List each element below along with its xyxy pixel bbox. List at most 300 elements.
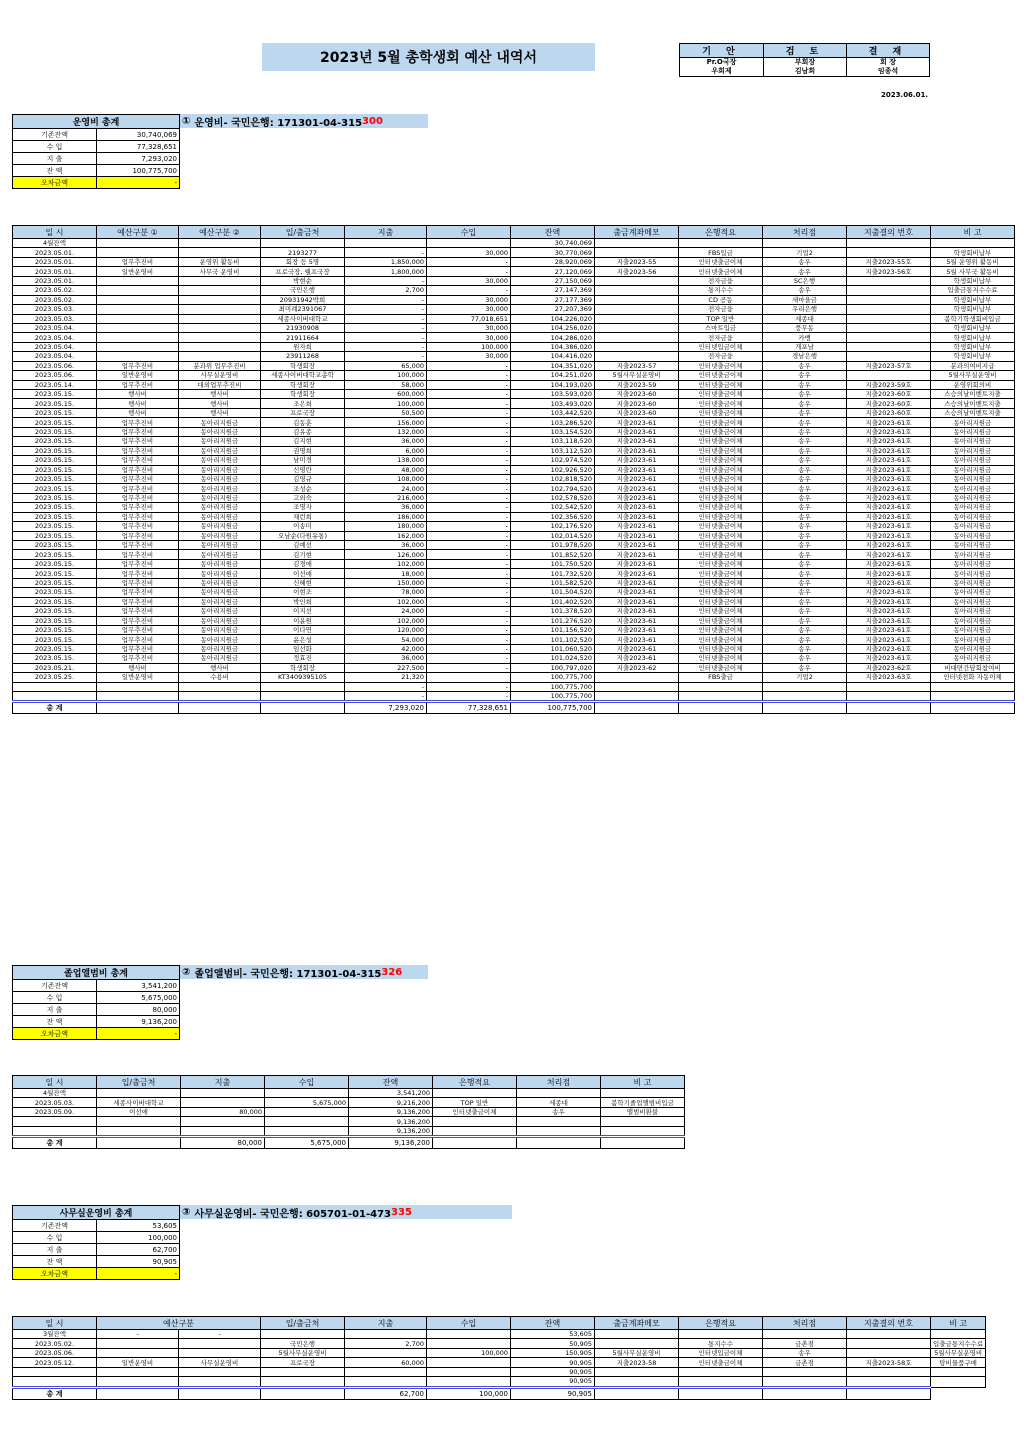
table-cell: 학생회장 bbox=[261, 380, 345, 389]
table-cell: 인터넷출금이체 bbox=[679, 408, 763, 417]
table-cell bbox=[97, 682, 179, 691]
table-cell: - bbox=[345, 352, 427, 361]
table-cell: 2023.05.06. bbox=[13, 361, 97, 370]
table-cell: 업무추진비 bbox=[97, 654, 179, 663]
table-row bbox=[13, 314, 1015, 323]
table-cell: 업무추진비 bbox=[97, 531, 179, 540]
table-cell bbox=[427, 1367, 511, 1376]
table-row bbox=[13, 380, 1015, 389]
album-section-title bbox=[180, 965, 428, 979]
table-cell: 1,850,000 bbox=[345, 257, 427, 266]
table-row bbox=[13, 390, 1015, 399]
table-cell bbox=[179, 1377, 261, 1387]
approval-person: 김남희 bbox=[764, 67, 847, 77]
table-cell: 2023.05.02. bbox=[13, 286, 97, 295]
summary-label: 잔 액 bbox=[13, 165, 97, 177]
table-cell bbox=[13, 1377, 97, 1387]
table-cell: 103,154,520 bbox=[511, 427, 595, 436]
table-cell: 임선화 bbox=[261, 644, 345, 653]
summary-label: 기존잔액 bbox=[13, 129, 97, 141]
table-cell: 186,000 bbox=[345, 512, 427, 521]
table-cell: 216,000 bbox=[345, 493, 427, 502]
table-cell: 동아리지원금 bbox=[931, 493, 1015, 502]
table-cell: 27,177,369 bbox=[511, 295, 595, 304]
table-cell: 송우 bbox=[763, 503, 847, 512]
table-cell: 지출2023-61 bbox=[595, 569, 679, 578]
table-cell: 행사비 bbox=[179, 663, 261, 672]
table-cell: 지출2023-60 bbox=[595, 408, 679, 417]
table-cell: 스승의날이벤트지출 bbox=[931, 408, 1015, 417]
table-cell: 30,000 bbox=[427, 333, 511, 342]
table-cell: 업무추진비 bbox=[97, 588, 179, 597]
table-cell bbox=[97, 333, 179, 342]
table-cell bbox=[261, 239, 345, 248]
table-cell: 채런희 bbox=[261, 512, 345, 521]
table-cell: 학생회비납부 bbox=[931, 333, 1015, 342]
summary-label: 수 입 bbox=[13, 992, 97, 1004]
table-cell: 동아리지원금 bbox=[931, 522, 1015, 531]
section-account-text: 운영비- 국민은행: 171301-04-315 bbox=[194, 117, 363, 129]
table-cell: 인터넷출금이체 bbox=[679, 465, 763, 474]
total-value: 77,328,651 bbox=[427, 702, 511, 714]
table-cell: 송우 bbox=[763, 663, 847, 672]
table-row bbox=[13, 522, 1015, 531]
table-cell: - bbox=[427, 446, 511, 455]
table-cell bbox=[179, 1367, 261, 1376]
ledger-table bbox=[12, 1075, 685, 1149]
table-cell: 지출2023-58호 bbox=[847, 1358, 931, 1367]
total-cell bbox=[517, 1137, 601, 1149]
table-cell: 126,000 bbox=[345, 550, 427, 559]
table-cell: 조성순 bbox=[261, 484, 345, 493]
table-cell: 2023.05.01. bbox=[13, 257, 97, 266]
table-cell: 동아리지원금 bbox=[179, 437, 261, 446]
table-cell: 봄학기졸업앨범비입금 bbox=[601, 1098, 685, 1107]
table-row bbox=[13, 352, 1015, 361]
table-cell: 지출2023-61호 bbox=[847, 541, 931, 550]
table-cell: 기업2 bbox=[763, 673, 847, 682]
table-cell bbox=[595, 333, 679, 342]
table-cell: 2023.05.01. bbox=[13, 267, 97, 276]
table-cell: 송우 bbox=[763, 427, 847, 436]
table-cell: 지출2023-61호 bbox=[847, 484, 931, 493]
table-cell: 지출2023-61호 bbox=[847, 588, 931, 597]
table-cell: 지출2023-61호 bbox=[847, 654, 931, 663]
table-row bbox=[13, 267, 1015, 276]
table-cell: - bbox=[427, 541, 511, 550]
table-cell: 5월사무실운영비 bbox=[261, 1348, 345, 1357]
table-cell: 신혜현 bbox=[261, 578, 345, 587]
table-row bbox=[13, 333, 1015, 342]
total-cell bbox=[763, 1387, 847, 1399]
table-row bbox=[13, 446, 1015, 455]
table-cell: 104,386,020 bbox=[511, 342, 595, 351]
approval-person: 우희제 bbox=[680, 67, 764, 77]
table-cell: 지출2023-61 bbox=[595, 503, 679, 512]
approval-header-draft: 기 안 bbox=[680, 44, 764, 58]
total-label: 총 계 bbox=[13, 1137, 97, 1149]
table-cell: 동아리지원금 bbox=[931, 569, 1015, 578]
table-cell: 80,000 bbox=[181, 1107, 265, 1116]
total-cell bbox=[261, 702, 345, 714]
table-cell: 학생회비납부 bbox=[931, 276, 1015, 285]
table-row bbox=[13, 427, 1015, 436]
table-cell: 신영란 bbox=[261, 465, 345, 474]
table-cell: 지출2023-61호 bbox=[847, 616, 931, 625]
total-cell bbox=[679, 1387, 763, 1399]
table-cell bbox=[97, 295, 179, 304]
approval-table bbox=[679, 43, 930, 77]
table-cell: 이선애 bbox=[261, 569, 345, 578]
table-cell: 행사비 bbox=[97, 663, 179, 672]
table-row bbox=[13, 323, 1015, 332]
table-cell: 54,000 bbox=[345, 635, 427, 644]
table-cell: 2023.05.15. bbox=[13, 437, 97, 446]
table-cell: 수용비 bbox=[179, 673, 261, 682]
summary-value: 9,136,200 bbox=[97, 1016, 180, 1028]
table-cell: 윤은성 bbox=[261, 635, 345, 644]
table-cell bbox=[97, 1117, 181, 1126]
table-cell: 이현조 bbox=[261, 588, 345, 597]
table-cell: 스승의날이벤트지출 bbox=[931, 399, 1015, 408]
table-cell: 지출2023-61호 bbox=[847, 607, 931, 616]
table-cell: 풍무동 bbox=[763, 323, 847, 332]
table-cell: 102,578,520 bbox=[511, 493, 595, 502]
approval-role: Pr.O국장 bbox=[680, 58, 764, 68]
table-cell: - bbox=[427, 625, 511, 634]
table-cell: 101,024,520 bbox=[511, 654, 595, 663]
table-cell: 지출2023-59호 bbox=[847, 380, 931, 389]
table-cell bbox=[265, 1089, 349, 1098]
summary-label: 오차금액 bbox=[13, 177, 97, 189]
table-cell: 77,018,651 bbox=[427, 314, 511, 323]
table-cell: 송우 bbox=[763, 616, 847, 625]
table-cell: 102,000 bbox=[345, 559, 427, 568]
table-cell: - bbox=[427, 390, 511, 399]
table-cell bbox=[847, 276, 931, 285]
table-cell: 지출2023-61호 bbox=[847, 578, 931, 587]
table-cell: 업무추진비 bbox=[97, 541, 179, 550]
total-value: 9,136,200 bbox=[349, 1137, 433, 1149]
table-cell: 송우 bbox=[763, 361, 847, 370]
table-cell: 개포남 bbox=[763, 342, 847, 351]
table-cell: 104,193,020 bbox=[511, 380, 595, 389]
table-cell: 동아리지원금 bbox=[931, 427, 1015, 436]
summary-value: 90,905 bbox=[97, 1256, 180, 1268]
table-cell: 지출2023-61호 bbox=[847, 559, 931, 568]
table-row bbox=[13, 692, 1015, 702]
table-cell: 동아리지원금 bbox=[179, 578, 261, 587]
table-cell: 인터넷출금이체 bbox=[679, 522, 763, 531]
table-cell: 동아리지원금 bbox=[931, 588, 1015, 597]
table-cell bbox=[97, 1339, 179, 1348]
table-cell: 지출2023-61호 bbox=[847, 531, 931, 540]
table-row bbox=[13, 276, 1015, 285]
table-cell bbox=[179, 342, 261, 351]
table-cell bbox=[595, 314, 679, 323]
table-cell bbox=[847, 1348, 931, 1357]
table-cell: 송우 bbox=[763, 522, 847, 531]
table-cell bbox=[931, 1377, 986, 1387]
table-cell: 102,542,520 bbox=[511, 503, 595, 512]
summary-label: 지 출 bbox=[13, 1244, 97, 1256]
table-cell: 2023.05.15. bbox=[13, 418, 97, 427]
table-cell: 지출2023-57호 bbox=[847, 361, 931, 370]
table-cell: - bbox=[427, 663, 511, 672]
table-cell: 2023.05.14. bbox=[13, 380, 97, 389]
table-cell: 150,000 bbox=[345, 578, 427, 587]
table-cell: 102,794,520 bbox=[511, 484, 595, 493]
table-cell: 세종사이버대학교 bbox=[261, 314, 345, 323]
table-cell: 지출2023-61 bbox=[595, 607, 679, 616]
table-cell: - bbox=[427, 635, 511, 644]
table-cell: 업무추진비 bbox=[97, 559, 179, 568]
table-cell: 업무추진비 bbox=[97, 512, 179, 521]
table-cell: 100,775,700 bbox=[511, 682, 595, 691]
table-cell: 송우 bbox=[763, 456, 847, 465]
table-cell: 2023.05.15. bbox=[13, 644, 97, 653]
table-cell bbox=[427, 1330, 511, 1339]
table-cell: 9,216,200 bbox=[349, 1098, 433, 1107]
table-cell: - bbox=[427, 267, 511, 276]
table-cell: 동아리지원금 bbox=[179, 522, 261, 531]
table-cell bbox=[847, 286, 931, 295]
table-cell bbox=[345, 1330, 427, 1339]
table-cell: 101,102,520 bbox=[511, 635, 595, 644]
table-cell: 30,000 bbox=[427, 323, 511, 332]
table-cell: 28,920,069 bbox=[511, 257, 595, 266]
table-cell: 78,000 bbox=[345, 588, 427, 597]
summary-value: 100,000 bbox=[97, 1232, 180, 1244]
table-cell: 행사비 bbox=[97, 390, 179, 399]
table-cell: 업무추진비 bbox=[97, 380, 179, 389]
operating-ledger bbox=[12, 225, 1015, 714]
table-cell bbox=[847, 295, 931, 304]
table-cell: 이윤원 bbox=[261, 616, 345, 625]
table-cell bbox=[261, 1330, 345, 1339]
table-cell: 동아리지원금 bbox=[931, 559, 1015, 568]
table-cell: 송우 bbox=[763, 286, 847, 295]
table-cell: 100,000 bbox=[345, 371, 427, 380]
table-cell: 일반운영비 bbox=[97, 371, 179, 380]
operating-summary bbox=[12, 114, 180, 189]
table-cell: - bbox=[345, 682, 427, 691]
summary-label: 기존잔액 bbox=[13, 980, 97, 992]
album-ledger bbox=[12, 1075, 685, 1149]
table-cell: 조명자 bbox=[261, 503, 345, 512]
table-cell: 송우 bbox=[763, 380, 847, 389]
table-cell: 지출2023-61 bbox=[595, 446, 679, 455]
table-cell: 탕비물품구매 bbox=[931, 1358, 986, 1367]
column-header: 입/출금처 bbox=[261, 1317, 345, 1330]
approval-role: 회 장 bbox=[847, 58, 930, 68]
table-cell: 2023.05.15. bbox=[13, 512, 97, 521]
table-row bbox=[13, 1339, 986, 1348]
table-cell: 송우 bbox=[763, 408, 847, 417]
table-cell: - bbox=[345, 333, 427, 342]
table-cell: 업무추진비 bbox=[97, 503, 179, 512]
table-cell: 138,000 bbox=[345, 456, 427, 465]
table-cell: 박인희 bbox=[261, 597, 345, 606]
table-row bbox=[13, 569, 1015, 578]
table-cell: 2023.05.15. bbox=[13, 597, 97, 606]
table-row bbox=[13, 635, 1015, 644]
table-cell: 송우 bbox=[763, 550, 847, 559]
table-cell bbox=[179, 314, 261, 323]
table-cell: 사무실운영비 bbox=[179, 371, 261, 380]
table-cell bbox=[847, 342, 931, 351]
table-cell: 5월 사무국 활동비 bbox=[931, 267, 1015, 276]
table-cell: 2023.05.15. bbox=[13, 522, 97, 531]
table-cell: 30,000 bbox=[427, 248, 511, 257]
table-cell: 권명희 bbox=[261, 446, 345, 455]
table-cell: 지출2023-61 bbox=[595, 418, 679, 427]
table-cell bbox=[847, 682, 931, 691]
summary-label: 잔 액 bbox=[13, 1016, 97, 1028]
table-cell: 업무추진비 bbox=[97, 484, 179, 493]
total-value: 80,000 bbox=[181, 1137, 265, 1149]
table-cell bbox=[179, 1339, 261, 1348]
table-cell bbox=[179, 286, 261, 295]
table-row bbox=[13, 305, 1015, 314]
table-cell: 2023.05.15. bbox=[13, 635, 97, 644]
table-row bbox=[13, 437, 1015, 446]
table-cell bbox=[427, 1339, 511, 1348]
table-cell: 101,978,520 bbox=[511, 541, 595, 550]
table-cell bbox=[595, 323, 679, 332]
table-cell bbox=[595, 692, 679, 702]
table-cell: - bbox=[345, 248, 427, 257]
table-row bbox=[13, 257, 1015, 266]
total-cell bbox=[595, 702, 679, 714]
table-cell bbox=[13, 682, 97, 691]
table-cell: 101,276,520 bbox=[511, 616, 595, 625]
table-cell: 송우 bbox=[763, 644, 847, 653]
table-cell bbox=[931, 682, 1015, 691]
table-cell: 5월사무실운영비 bbox=[595, 371, 679, 380]
table-cell: 인터넷출금이체 bbox=[679, 550, 763, 559]
table-cell bbox=[433, 1117, 517, 1126]
table-cell: 송우 bbox=[763, 541, 847, 550]
table-cell: 인터넷출금이체 bbox=[679, 559, 763, 568]
table-cell: 송우 bbox=[763, 418, 847, 427]
total-cell bbox=[97, 702, 179, 714]
table-cell: 101,060,520 bbox=[511, 644, 595, 653]
table-cell bbox=[427, 1358, 511, 1367]
table-cell: 지출2023-61 bbox=[595, 597, 679, 606]
table-cell: 업무추진비 bbox=[97, 522, 179, 531]
table-cell: 이다연 bbox=[261, 625, 345, 634]
table-cell: 2023.05.04. bbox=[13, 342, 97, 351]
summary-value: 100,775,700 bbox=[97, 165, 180, 177]
table-cell: 지출2023-61호 bbox=[847, 644, 931, 653]
table-cell: 인터넷출금이체 bbox=[679, 267, 763, 276]
table-cell: 동아리지원금 bbox=[931, 446, 1015, 455]
table-cell bbox=[179, 276, 261, 285]
table-cell bbox=[595, 239, 679, 248]
table-cell: 지출2023-61 bbox=[595, 635, 679, 644]
table-cell: - bbox=[427, 692, 511, 702]
table-cell: - bbox=[427, 531, 511, 540]
table-cell bbox=[847, 1377, 931, 1387]
table-cell bbox=[179, 333, 261, 342]
table-cell: 2023.05.03. bbox=[13, 305, 97, 314]
summary-label: 지 출 bbox=[13, 153, 97, 165]
table-cell: 27,207,369 bbox=[511, 305, 595, 314]
total-row bbox=[13, 1137, 685, 1149]
table-cell: 104,286,020 bbox=[511, 333, 595, 342]
table-cell bbox=[97, 248, 179, 257]
table-cell bbox=[345, 239, 427, 248]
total-cell bbox=[931, 702, 1015, 714]
column-header: 지출 bbox=[345, 226, 427, 239]
table-cell bbox=[427, 239, 511, 248]
column-header: 예산구분 ① bbox=[97, 226, 179, 239]
table-cell: 동아리지원금 bbox=[931, 456, 1015, 465]
table-cell bbox=[181, 1126, 265, 1136]
table-cell: 전자금융 bbox=[679, 305, 763, 314]
table-cell: - bbox=[427, 380, 511, 389]
table-cell: 2023.05.01. bbox=[13, 248, 97, 257]
table-cell: 2023.05.15. bbox=[13, 456, 97, 465]
total-cell bbox=[179, 1387, 261, 1399]
table-cell: 지출2023-62 bbox=[595, 663, 679, 672]
table-cell: - bbox=[97, 1330, 179, 1339]
table-cell: 김경애 bbox=[261, 559, 345, 568]
table-cell: - bbox=[427, 399, 511, 408]
table-cell: 동아리지원금 bbox=[179, 427, 261, 436]
summary-value: 62,700 bbox=[97, 1244, 180, 1256]
table-row bbox=[13, 1330, 986, 1339]
table-cell: 104,256,020 bbox=[511, 323, 595, 332]
total-row bbox=[13, 1387, 986, 1399]
table-cell: 104,351,020 bbox=[511, 361, 595, 370]
table-cell: 동아리지원금 bbox=[179, 550, 261, 559]
table-cell: 동아리지원금 bbox=[179, 597, 261, 606]
table-cell: 동아리지원금 bbox=[931, 625, 1015, 634]
table-cell: - bbox=[427, 682, 511, 691]
table-cell: - bbox=[427, 437, 511, 446]
table-cell: 스승의날이벤트지출 bbox=[931, 390, 1015, 399]
table-cell bbox=[595, 1330, 679, 1339]
table-cell: 인터넷출금이체 bbox=[679, 503, 763, 512]
table-cell: 동아리지원금 bbox=[179, 531, 261, 540]
total-value: 62,700 bbox=[345, 1387, 427, 1399]
table-cell: 업무추진비 bbox=[97, 550, 179, 559]
table-cell: 송우 bbox=[763, 559, 847, 568]
table-cell: 108,000 bbox=[345, 474, 427, 483]
table-cell: 9,136,200 bbox=[349, 1107, 433, 1116]
table-cell: 동아리지원금 bbox=[931, 597, 1015, 606]
column-header: 일 시 bbox=[13, 1317, 97, 1330]
table-cell: 인터넷출금이체 bbox=[679, 616, 763, 625]
table-cell: 100,000 bbox=[427, 1348, 511, 1357]
table-row bbox=[13, 541, 1015, 550]
table-cell: 4월잔액 bbox=[13, 239, 97, 248]
table-cell: 동아리지원금 bbox=[179, 503, 261, 512]
table-cell: 5월 운영위 활동비 bbox=[931, 257, 1015, 266]
table-cell: 사무국 운영비 bbox=[179, 267, 261, 276]
column-header: 일 시 bbox=[13, 1076, 97, 1089]
table-cell bbox=[931, 692, 1015, 702]
section-account-suffix: 300 bbox=[362, 115, 383, 127]
table-cell: 송우 bbox=[763, 474, 847, 483]
table-cell bbox=[595, 682, 679, 691]
table-cell: 인터넷출금이체 bbox=[679, 484, 763, 493]
table-row bbox=[13, 663, 1015, 672]
total-cell bbox=[97, 1137, 181, 1149]
summary-title: 사무실운영비 총계 bbox=[13, 1206, 180, 1220]
